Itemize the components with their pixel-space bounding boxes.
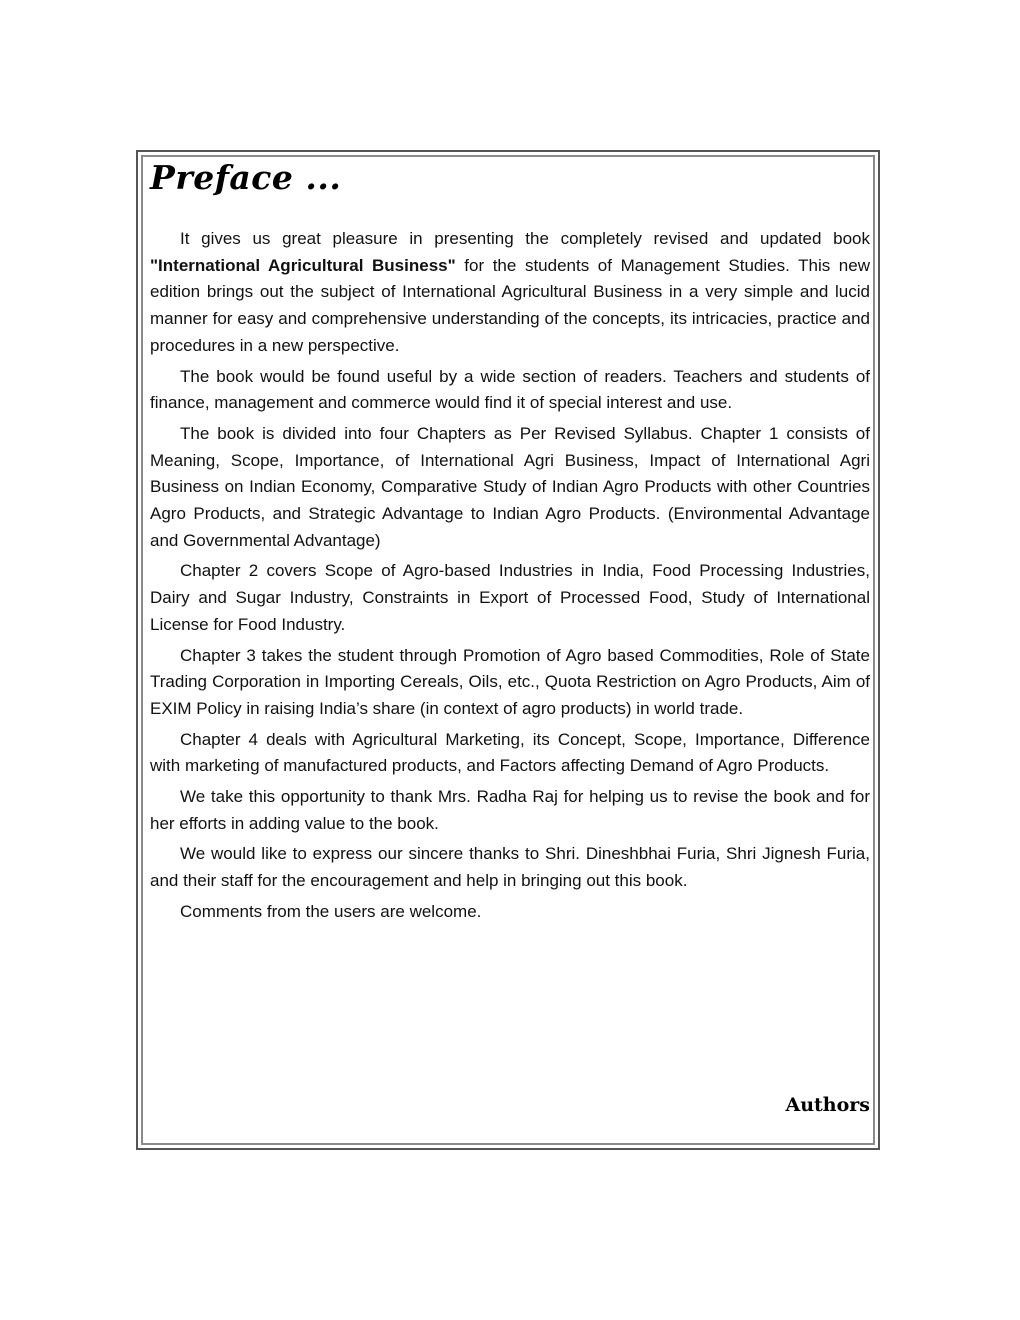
paragraph-chapter-3: Chapter 3 takes the student through Promotion of Agro based Commodities, Role of State Trading Corporation in Importing Cereals, Oils, etc., Quota Restriction on Agro Products, Aim of EXIM Policy in raising India’s share (in context of agro products) in world trade.	[150, 645, 870, 718]
paragraph-comments: Comments from the users are welcome.	[180, 901, 482, 921]
paragraph-chapter-2: Chapter 2 covers Scope of Agro-based Industries in India, Food Processing Industries, Dairy and Sugar Industry, Constraints in Export of Processed Food, Study of International License for Food Industry.	[150, 561, 870, 634]
paragraph-intro	[150, 226, 870, 360]
paragraph-chapter-1: The book is divided into four Chapters as Per Revised Syllabus. Chapter 1 consists of Meaning, Scope, Importance, of International Agri Business, Impact of International Agri Business on Indian Economy, Comparative Study of Indian Agro Products with other Countries Agro Products, and Strategic Advantage to Indian Agro Products. (Environmental Advantage and Governmental Advantage)	[150, 423, 870, 550]
book-title: "International Agricultural Business"	[150, 255, 456, 275]
signature: Authors	[785, 1094, 870, 1116]
paragraph-thanks-radha: We take this opportunity to thank Mrs. Radha Raj for helping us to revise the book and for her efforts in adding value to the book.	[150, 787, 870, 833]
paragraph-thanks-furia: We would like to express our sincere thanks to Shri. Dineshbhai Furia, Shri Jignesh Furia, and their staff for the encouragement and help in bringing out this book.	[150, 844, 870, 891]
preface-body	[150, 226, 870, 930]
page-title: Preface ...	[150, 158, 342, 197]
paragraph-intro-end: for the students of Management Studies. This new edition brings out the subject of International Agricultural Business in a very simple and lucid manner for easy and comprehensive understanding of the concepts, its intricacies, practice and procedures in a new perspective.	[150, 255, 870, 355]
paragraph-readers: The book would be found useful by a wide section of readers. Teachers and students of finance, management and commerce would find it of special interest and use.	[150, 366, 870, 413]
paragraph-intro-start: It gives us great pleasure in presenting the completely revised and updated book	[180, 229, 870, 248]
paragraph-chapter-4: Chapter 4 deals with Agricultural Marketing, its Concept, Scope, Importance, Difference with marketing of manufactured products, and Factors affecting Demand of Agro Products.	[150, 729, 870, 776]
